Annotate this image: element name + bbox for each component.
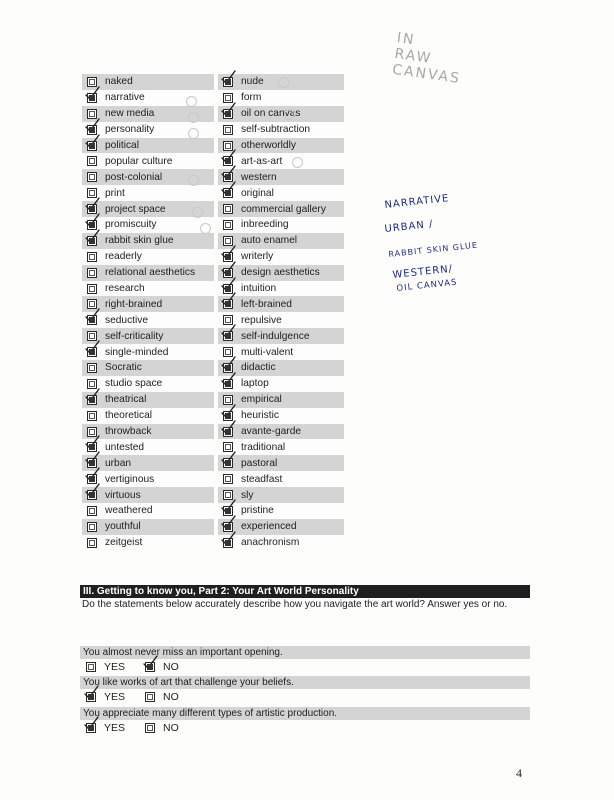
checklist-item: [82, 392, 214, 408]
question-block: [80, 646, 530, 675]
checklist-item-label: research: [105, 283, 145, 295]
check-mark-icon: [85, 483, 101, 499]
checklist-item: [82, 503, 214, 519]
checklist-item: [82, 153, 214, 169]
check-mark-icon: [221, 531, 237, 547]
check-mark-icon: [221, 165, 237, 181]
checkbox-icon[interactable]: [223, 474, 233, 484]
check-mark-icon: [221, 515, 237, 531]
check-mark-icon: [85, 118, 101, 134]
checkbox-icon[interactable]: [87, 538, 97, 548]
checkbox-icon[interactable]: [223, 125, 233, 135]
checklist-item-label: auto enamel: [241, 235, 298, 247]
checklist-item: [82, 519, 214, 535]
pencil-circle-mark: [278, 77, 289, 88]
checklist-item-label: zeitgeist: [105, 537, 143, 549]
checklist-item-label: design aesthetics: [241, 267, 320, 279]
checklist-item: [218, 185, 344, 201]
checklist-item-label: self-subtraction: [241, 124, 311, 136]
checklist-item-label: narrative: [105, 92, 145, 104]
check-mark-icon: [221, 499, 237, 515]
checklist-item-label: heuristic: [241, 410, 279, 422]
checkbox-icon[interactable]: [223, 458, 233, 468]
checkbox-icon[interactable]: [87, 156, 97, 166]
checklist-item: [82, 281, 214, 297]
checklist-item: [82, 265, 214, 281]
checklist-item-label: vertiginous: [105, 473, 155, 485]
checklist-item-label: otherworldly: [241, 140, 296, 151]
check-mark-icon: [221, 181, 237, 197]
checklist-item: [82, 408, 214, 424]
checklist-item-label: oil on canvas: [241, 108, 301, 120]
question-block: [80, 707, 530, 736]
handwritten-line: OIL CANVAS: [396, 277, 458, 294]
checklist-item-label: personality: [105, 124, 155, 136]
check-mark-icon: [221, 70, 237, 86]
checklist-item-label: steadfast: [241, 473, 283, 485]
check-mark-icon: [221, 149, 237, 165]
checkbox-icon[interactable]: [223, 77, 233, 87]
checkbox-icon[interactable]: [223, 427, 233, 437]
handwritten-line: RAW: [393, 45, 434, 67]
checkbox-icon[interactable]: [223, 109, 233, 119]
checklist-item: [218, 217, 344, 233]
yes-label: YES: [104, 722, 126, 734]
checklist-item-label: pastoral: [241, 457, 278, 469]
checklist-item-label: urban: [105, 457, 132, 469]
checklist-item-label: western: [241, 171, 277, 183]
checkbox-icon[interactable]: [223, 220, 233, 230]
checklist-item-label: left-brained: [241, 298, 292, 310]
section-title: III. Getting to know you, Part 2: Your Art World Personality: [80, 585, 530, 598]
check-mark-icon: [221, 451, 237, 467]
answer-row: [80, 689, 530, 705]
checklist-item-label: self-criticality: [105, 330, 164, 342]
checklist-item-label: weathered: [105, 505, 153, 517]
no-checkbox-icon[interactable]: [145, 662, 155, 672]
checklist-item-label: form: [241, 92, 262, 104]
checklist-item: [82, 138, 214, 154]
no-checkbox-icon[interactable]: [145, 692, 155, 702]
handwritten-line: WESTERN/: [392, 263, 454, 281]
checklist-item: [82, 535, 214, 551]
check-mark-icon: [221, 356, 237, 372]
checklist-item-label: new media: [105, 108, 155, 120]
checkbox-icon[interactable]: [87, 363, 97, 373]
checkbox-icon[interactable]: [87, 284, 97, 294]
question-text: You like works of art that challenge your beliefs.: [80, 676, 530, 689]
answer-row: [80, 720, 530, 736]
pencil-circle-mark: [292, 157, 303, 168]
checklist-item-label: theoretical: [105, 410, 153, 422]
check-mark-icon: [84, 716, 100, 732]
checklist-item: [82, 296, 214, 312]
checkbox-icon[interactable]: [87, 93, 97, 103]
checkbox-icon[interactable]: [223, 331, 233, 341]
checklist-item-label: self-indulgence: [241, 330, 310, 342]
check-mark-icon: [85, 340, 101, 356]
checkbox-icon[interactable]: [87, 490, 97, 500]
checklist-item: [82, 249, 214, 265]
pencil-circle-mark: [188, 112, 199, 123]
checklist-item-label: promiscuity: [105, 219, 157, 231]
check-mark-icon: [85, 467, 101, 483]
checklist-item-label: studio space: [105, 378, 163, 390]
check-mark-icon: [143, 655, 159, 671]
checklist-item: [82, 233, 214, 249]
pencil-circle-mark: [186, 96, 197, 107]
handwritten-line: CANVAS: [391, 61, 462, 88]
checkbox-icon[interactable]: [87, 268, 97, 278]
checklist-item: [218, 328, 344, 344]
no-label: NO: [163, 691, 179, 703]
checklist-item-label: project space: [105, 203, 166, 215]
checklist-item-label: commercial gallery: [241, 203, 326, 215]
checkbox-icon[interactable]: [223, 204, 233, 214]
check-mark-icon: [221, 324, 237, 340]
check-mark-icon: [85, 229, 101, 245]
pencil-circle-mark: [284, 109, 295, 120]
checklist-item-label: right-brained: [105, 298, 163, 310]
question-text: You appreciate many different types of artistic production.: [80, 707, 530, 720]
checkbox-icon[interactable]: [223, 188, 233, 198]
checklist-item: [82, 455, 214, 471]
no-label: NO: [163, 722, 179, 734]
checklist-item-label: inbreeding: [241, 219, 289, 231]
checklist-item: [82, 471, 214, 487]
pencil-circle-mark: [200, 223, 211, 234]
checklist-item: [218, 424, 344, 440]
check-mark-icon: [221, 245, 237, 261]
check-mark-icon: [85, 86, 101, 102]
checklist-item: [218, 201, 344, 217]
checkbox-icon[interactable]: [223, 299, 233, 309]
checklist-item-label: youthful: [105, 521, 141, 533]
checklist-item-label: print: [105, 187, 125, 199]
checklist-item-label: empirical: [241, 394, 282, 406]
checklist-item-label: anachronism: [241, 537, 300, 549]
checklist-item-label: Socratic: [105, 362, 142, 374]
checklist-item-label: traditional: [241, 441, 286, 453]
checklist-item-label: original: [241, 187, 274, 199]
checklist-item-label: relational aesthetics: [105, 267, 196, 279]
checklist-item: [82, 487, 214, 503]
check-mark-icon: [85, 451, 101, 467]
question-text: You almost never miss an important opening.: [80, 646, 530, 659]
checkbox-icon[interactable]: [87, 315, 97, 325]
page-number: 4: [516, 766, 522, 780]
check-mark-icon: [221, 261, 237, 277]
answer-row: [80, 659, 530, 675]
check-mark-icon: [221, 102, 237, 118]
checklist-item-label: post-colonial: [105, 171, 163, 183]
checklist-item: [82, 217, 214, 233]
checklist-item-label: naked: [105, 76, 133, 88]
handwritten-line: URBAN /: [384, 218, 434, 235]
checklist-item: [218, 535, 344, 551]
checklist-item: [82, 185, 214, 201]
check-mark-icon: [85, 197, 101, 213]
left-word-column: [82, 74, 214, 551]
checkbox-icon[interactable]: [87, 522, 97, 532]
handwritten-line: NARRATIVE: [384, 193, 450, 211]
checklist-item: [82, 360, 214, 376]
checklist-item-label: single-minded: [105, 346, 169, 358]
checklist-item-label: virtuous: [105, 489, 141, 501]
checkbox-icon[interactable]: [223, 379, 233, 389]
checklist-item-label: intuition: [241, 283, 277, 295]
checkbox-icon[interactable]: [87, 347, 97, 357]
checklist-item-label: rabbit skin glue: [105, 235, 174, 247]
checklist-item: [218, 106, 344, 122]
yes-checkbox-icon[interactable]: [86, 723, 96, 733]
question-block: [80, 676, 530, 705]
checklist-item-label: nude: [241, 76, 264, 88]
checklist-item-label: didactic: [241, 362, 276, 374]
checklist-item-label: avante-garde: [241, 426, 302, 438]
checkbox-icon[interactable]: [87, 236, 97, 246]
checklist-item: [82, 424, 214, 440]
pencil-circle-mark: [192, 207, 203, 218]
checklist-item-label: sly: [241, 489, 254, 501]
check-mark-icon: [221, 420, 237, 436]
check-mark-icon: [221, 372, 237, 388]
checklist-item-label: popular culture: [105, 155, 173, 167]
check-mark-icon: [221, 292, 237, 308]
checklist-item: [82, 439, 214, 455]
checklist-item-label: multi-valent: [241, 346, 294, 358]
check-mark-icon: [85, 308, 101, 324]
checkbox-icon[interactable]: [87, 395, 97, 405]
checklist-item: [82, 74, 214, 90]
checklist-item-label: pristine: [241, 505, 274, 517]
check-mark-icon: [221, 404, 237, 420]
checklist-item-label: art-as-art: [241, 155, 283, 167]
checklist-item: [218, 376, 344, 392]
no-checkbox-icon[interactable]: [145, 723, 155, 733]
pencil-circle-mark: [188, 128, 199, 139]
section-subtitle: Do the statements below accurately describe how you navigate the art world? Answer yes or no.: [82, 599, 508, 610]
checklist-item: [218, 471, 344, 487]
check-mark-icon: [85, 213, 101, 229]
checkbox-icon[interactable]: [87, 411, 97, 421]
checklist-item-label: untested: [105, 441, 145, 453]
checklist-item: [218, 296, 344, 312]
checkbox-icon[interactable]: [87, 141, 97, 151]
no-label: NO: [163, 661, 179, 673]
checklist-item-label: repulsive: [241, 314, 282, 326]
checklist-item-label: theatrical: [105, 394, 147, 406]
yes-checkbox-icon[interactable]: [86, 662, 96, 672]
checklist-item-label: throwback: [105, 426, 152, 438]
yes-label: YES: [104, 691, 126, 703]
checklist-item-label: seductive: [105, 314, 149, 326]
handwritten-line: RABBIT SKIN GLUE: [388, 240, 479, 259]
handwritten-note-top: [391, 30, 466, 87]
check-mark-icon: [85, 134, 101, 150]
checkbox-icon[interactable]: [87, 252, 97, 262]
checklist-item: [82, 376, 214, 392]
checklist-item-label: laptop: [241, 378, 269, 390]
checkbox-icon[interactable]: [223, 538, 233, 548]
checklist-item: [82, 312, 214, 328]
pencil-circle-mark: [188, 175, 199, 186]
check-mark-icon: [85, 435, 101, 451]
yes-checkbox-icon[interactable]: [86, 692, 96, 702]
checklist-item: [82, 328, 214, 344]
checklist-item-label: writerly: [241, 251, 274, 263]
checklist-item-label: readerly: [105, 251, 142, 263]
checkbox-icon[interactable]: [87, 172, 97, 182]
check-mark-icon: [221, 277, 237, 293]
yes-label: YES: [104, 661, 126, 673]
checklist-item-label: experienced: [241, 521, 297, 533]
checklist-item: [218, 455, 344, 471]
checklist-item: [218, 122, 344, 138]
checklist-item: [82, 344, 214, 360]
handwritten-line: IN: [395, 30, 417, 49]
check-mark-icon: [84, 685, 100, 701]
checkbox-icon[interactable]: [87, 506, 97, 516]
right-word-column: [218, 74, 344, 551]
checklist-item-label: political: [105, 140, 139, 151]
check-mark-icon: [85, 388, 101, 404]
